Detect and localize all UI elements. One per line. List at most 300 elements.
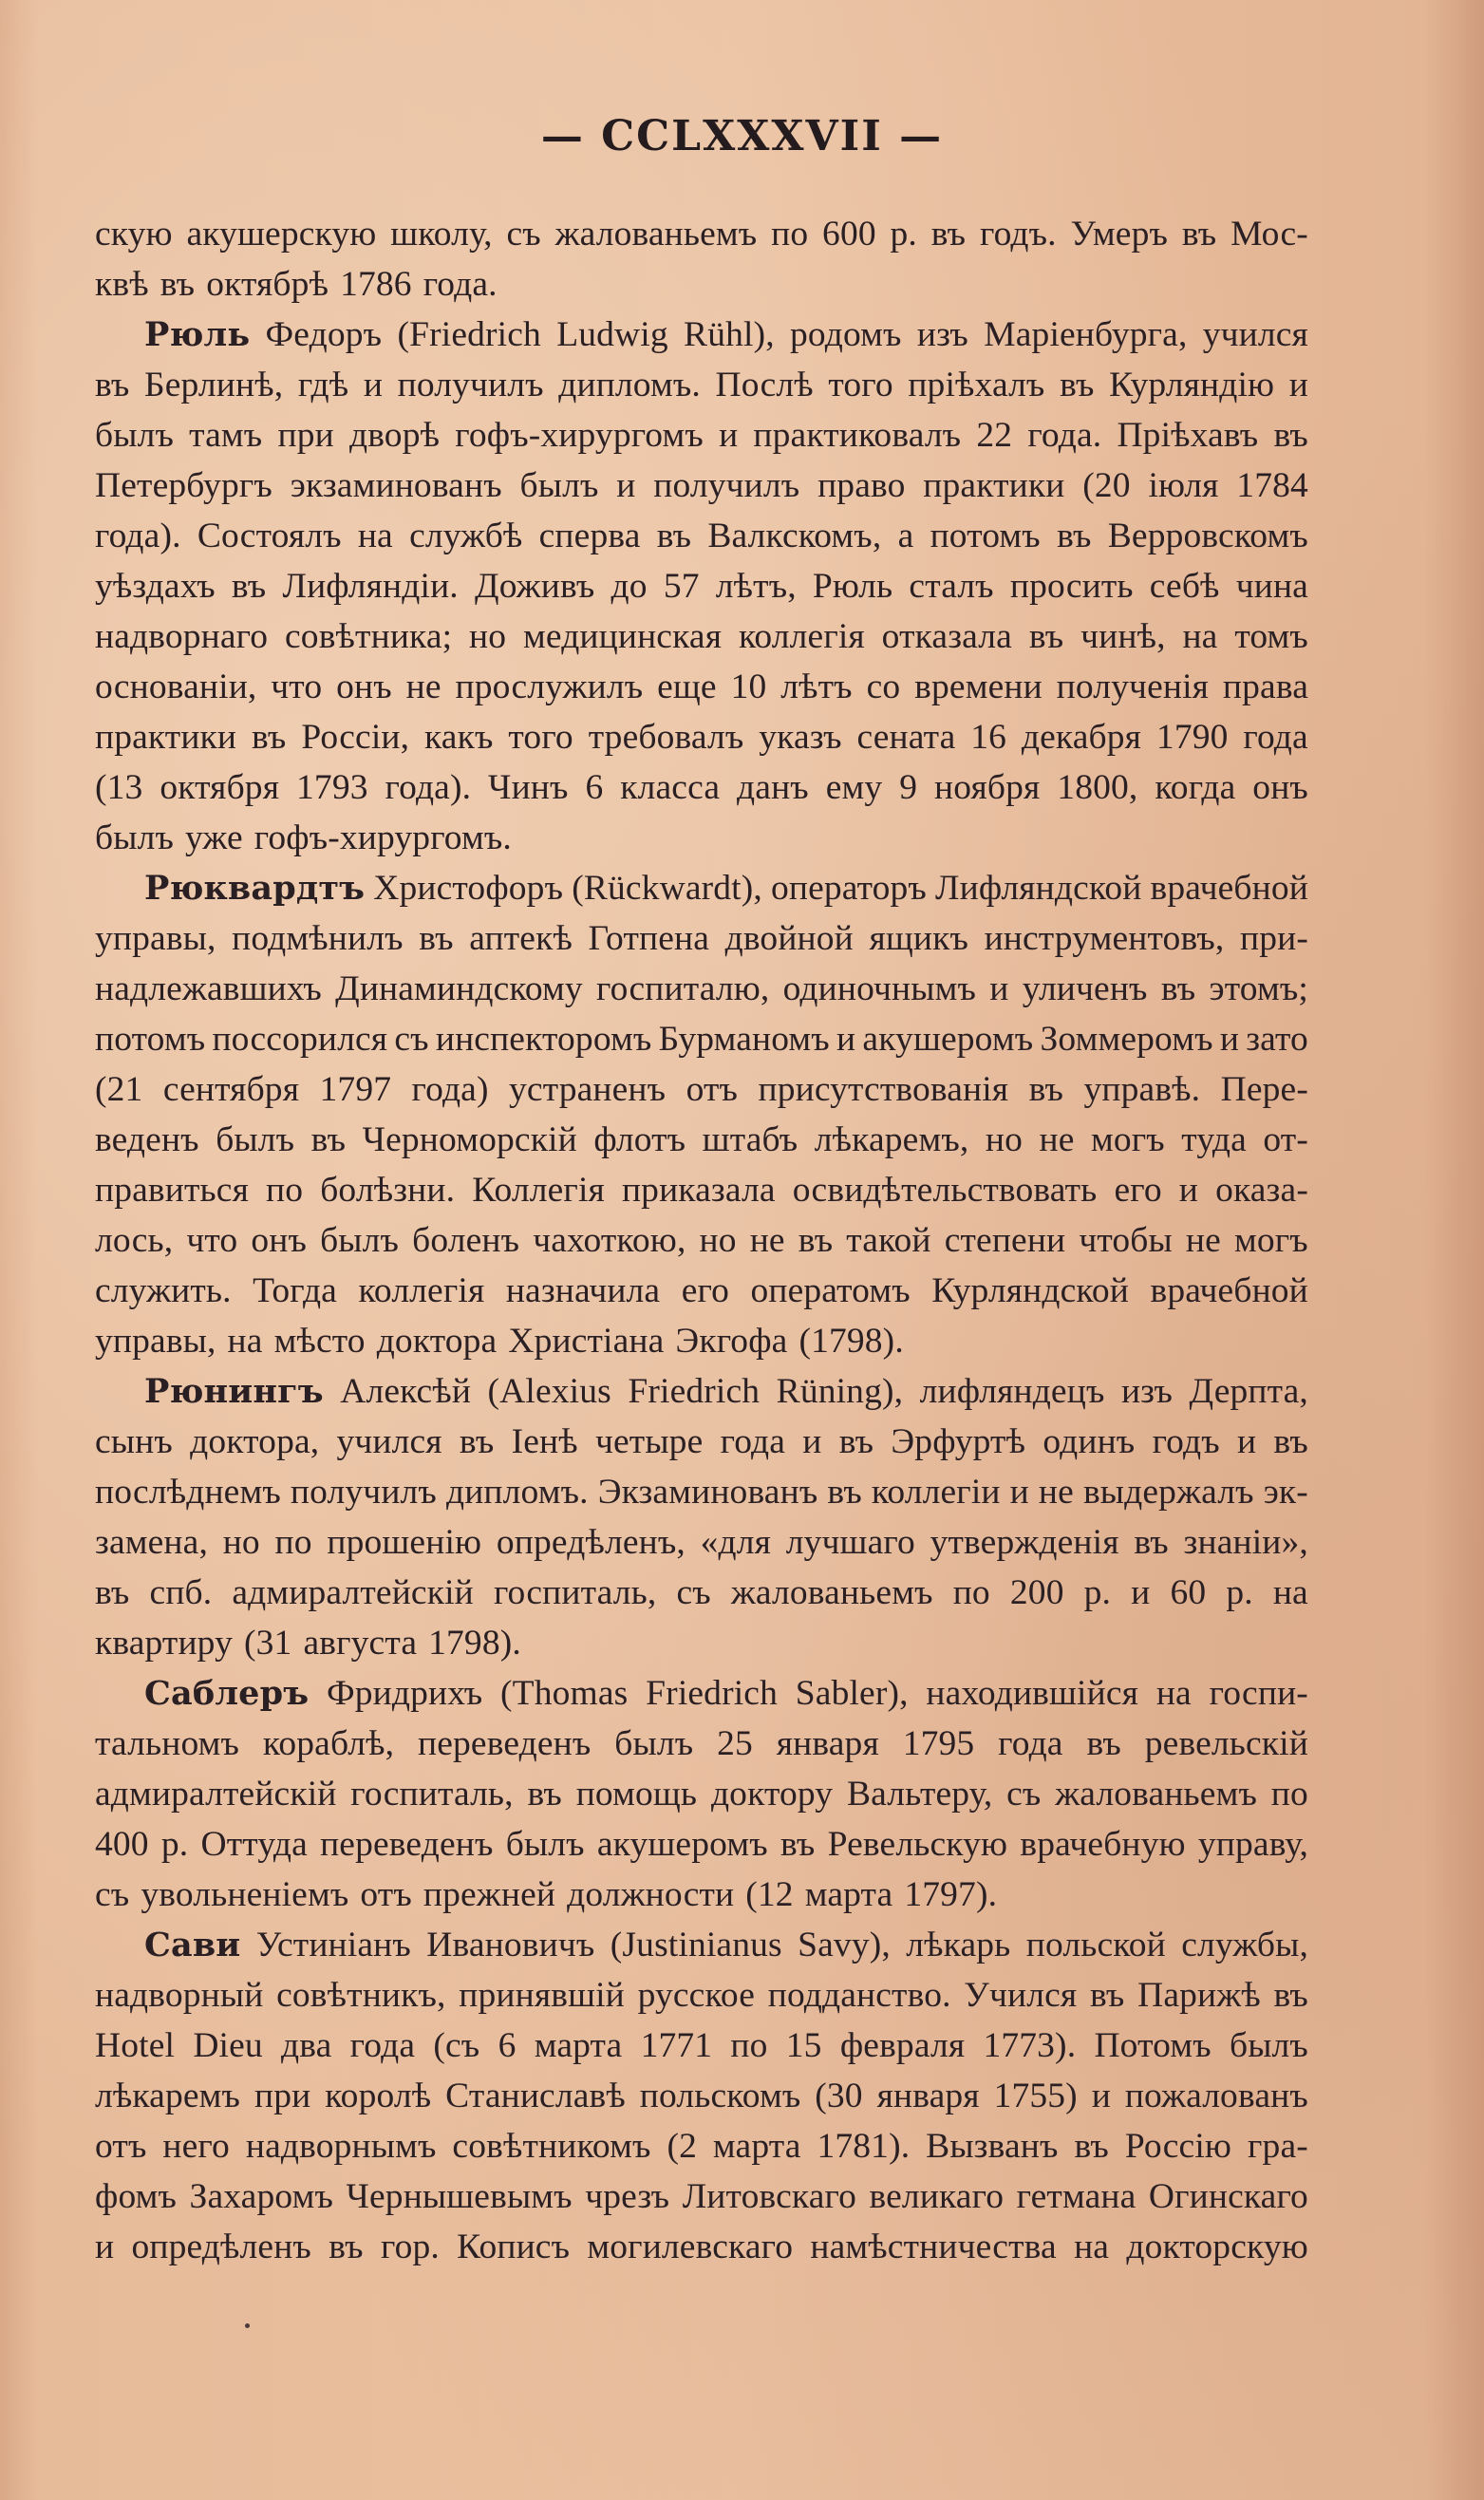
word: не: [1185, 1221, 1221, 1260]
word: службы,: [1181, 1926, 1308, 1964]
word: правиться: [95, 1171, 249, 1210]
word: и: [989, 969, 1009, 1008]
word: коллегіи: [871, 1473, 1001, 1512]
word: 1790: [1155, 718, 1229, 757]
word: Послѣ: [715, 366, 814, 404]
word: (12: [745, 1875, 794, 1914]
text-line: [95, 964, 1308, 1014]
word: (Justinianus: [610, 1926, 782, 1964]
word: Вальтеру,: [846, 1775, 993, 1814]
word: (Thomas: [500, 1674, 629, 1713]
word: въ: [1028, 1070, 1064, 1109]
word: въ: [1074, 2127, 1109, 2166]
text-line: [95, 1668, 1308, 1719]
word: въ: [231, 567, 267, 606]
word: (2: [667, 2127, 697, 2166]
word: ревельскій: [1144, 1724, 1308, 1763]
word: подмѣнилъ: [232, 919, 404, 958]
word: съ: [95, 1875, 130, 1914]
word: чинѣ,: [1080, 617, 1166, 656]
word: 1786: [340, 265, 412, 304]
word: Потомъ: [1094, 2026, 1212, 2065]
word: въ: [798, 1221, 834, 1260]
word: былъ: [519, 466, 599, 505]
word: въ: [656, 517, 692, 555]
word: королѣ: [325, 2077, 432, 2115]
text-line: [95, 813, 1308, 863]
text-line: [95, 410, 1308, 461]
word: въ: [1057, 517, 1092, 555]
word: въ: [95, 1573, 130, 1612]
word: Пере-: [1220, 1070, 1308, 1109]
word: года.: [1027, 416, 1102, 455]
word: въ: [95, 366, 130, 404]
word: въ: [1273, 1976, 1308, 2015]
word: дипломъ.: [558, 366, 701, 404]
word: того: [508, 718, 573, 757]
word: Россію: [1124, 2127, 1232, 2166]
word: Курляндской: [931, 1271, 1129, 1310]
word: просить: [1009, 567, 1134, 606]
word: одиночнымъ: [782, 969, 977, 1008]
word: Вызванъ: [926, 2127, 1059, 2166]
word: госпиталь,: [350, 1775, 514, 1814]
word: (съ: [433, 2026, 480, 2065]
word: и: [1288, 366, 1308, 404]
word: доктора,: [190, 1422, 320, 1461]
text-line: [95, 762, 1308, 813]
word: Friedrich: [628, 1372, 761, 1411]
word: себѣ: [1149, 567, 1220, 606]
word: въ: [1273, 416, 1308, 455]
word: и: [363, 366, 384, 404]
word: (Rückwardt),: [572, 869, 762, 908]
word: чахоткою,: [533, 1221, 686, 1260]
word: былъ: [216, 1120, 295, 1159]
word: учился: [336, 1422, 442, 1461]
word: уличенъ: [1022, 969, 1148, 1008]
page-number-header: — CCLXXXVII —: [540, 112, 944, 160]
word: лѣкаремъ: [95, 2077, 241, 2115]
word: отъ: [686, 1070, 739, 1109]
text-line: [95, 1920, 1308, 1970]
word: лось,: [95, 1221, 174, 1260]
text-line: [95, 662, 1308, 712]
word: не: [405, 667, 441, 706]
word: по: [1270, 1775, 1308, 1814]
word: практики: [923, 466, 1065, 505]
word: Зоммеромъ: [1040, 1020, 1213, 1059]
word: спб.: [149, 1573, 213, 1612]
text-line: [95, 1870, 1308, 1920]
word: адмиралтейскій: [95, 1775, 337, 1814]
text-line: [95, 310, 1308, 360]
text-line: [95, 2071, 1308, 2121]
word: госпи-: [1209, 1674, 1308, 1713]
text-line: [95, 1517, 1308, 1568]
word: управу,: [1197, 1825, 1308, 1864]
word: Парижѣ: [1137, 1976, 1261, 2015]
word: Петербургъ: [95, 466, 272, 505]
word: госпиталю,: [596, 969, 770, 1008]
word: прослужилъ: [455, 667, 644, 706]
word: тамъ: [189, 416, 263, 455]
word: отъ: [95, 2127, 147, 2166]
word: врачебную: [1020, 1825, 1186, 1864]
word: октябрѣ: [206, 265, 329, 304]
word: операторъ: [770, 869, 927, 908]
word: онъ: [336, 667, 392, 706]
word: гофъ-хирургомъ: [455, 416, 704, 455]
word: Rühl),: [684, 315, 775, 354]
word: и: [95, 2227, 115, 2266]
word: (31: [244, 1624, 292, 1663]
word: когда: [1155, 768, 1236, 807]
text-line: [95, 1064, 1308, 1115]
word: Состоялъ: [197, 517, 342, 555]
word: въ: [1160, 969, 1196, 1008]
word: медицинская: [523, 617, 723, 656]
word: съ: [676, 1573, 711, 1612]
word: кораблѣ,: [262, 1724, 395, 1763]
word: на: [1272, 1573, 1308, 1612]
word: находившійся: [926, 1674, 1139, 1713]
word: Чинъ: [488, 768, 569, 807]
word: степени: [944, 1221, 1066, 1260]
word: адмиралтейскій: [232, 1573, 474, 1612]
word: могъ: [1090, 1120, 1165, 1159]
word: класса: [620, 768, 721, 807]
word: (30: [815, 2077, 863, 2115]
word: времени: [914, 667, 1043, 706]
word: Захаромъ: [189, 2177, 333, 2216]
word: ящикъ: [869, 919, 969, 958]
word: 600: [822, 215, 876, 254]
word: Rüning),: [776, 1372, 904, 1411]
word: какъ: [424, 718, 494, 757]
word: 1797).: [904, 1875, 998, 1914]
text-line: [95, 2222, 1308, 2272]
word: былъ: [320, 1221, 400, 1260]
word: въ: [459, 1422, 495, 1461]
word: гдѣ: [297, 366, 349, 404]
word: 1781).: [817, 2127, 911, 2166]
word: великаго: [869, 2177, 1005, 2216]
word: Hotel: [95, 2026, 176, 2065]
word: подданство.: [767, 1976, 951, 2015]
word: лѣтъ: [780, 667, 853, 706]
text-line: [95, 1014, 1308, 1064]
word: отказала: [881, 617, 1012, 656]
text-line: [95, 863, 1308, 913]
word: въ: [780, 1825, 816, 1864]
word: но: [699, 1221, 737, 1260]
word: доктору: [710, 1775, 834, 1814]
text-line: [95, 1417, 1308, 1467]
word: Тогда: [253, 1271, 337, 1310]
word: Христофоръ: [373, 869, 564, 908]
word: потомъ: [95, 1020, 206, 1059]
word: врачебной: [1150, 869, 1308, 908]
word: со: [866, 667, 901, 706]
word: (Friedrich: [397, 315, 541, 354]
word: 1773).: [983, 2026, 1077, 2065]
word: два: [281, 2026, 332, 2065]
word: октября: [160, 768, 280, 807]
word: Savy),: [798, 1926, 891, 1964]
text-line: [95, 461, 1308, 511]
word: былъ: [95, 818, 174, 857]
word: при-: [1240, 919, 1308, 958]
word: лѣтъ,: [715, 567, 797, 606]
word: не: [1039, 1120, 1075, 1159]
word: веденъ: [95, 1120, 199, 1159]
text-line: [95, 1618, 1308, 1668]
word: его: [681, 1271, 729, 1310]
word: инструментовъ,: [984, 919, 1225, 958]
word: не: [1038, 1473, 1074, 1512]
text-line: [95, 511, 1308, 561]
word: 400: [95, 1825, 149, 1864]
word: службѣ: [409, 517, 523, 555]
word: годъ.: [980, 215, 1057, 254]
text-line: [95, 561, 1308, 611]
word: р.: [1226, 1573, 1253, 1612]
word: Огинскаго: [1148, 2177, 1308, 2216]
word: года: [1243, 718, 1308, 757]
word: уѣздахъ: [95, 567, 216, 606]
word: при: [254, 2077, 311, 2115]
word: годъ: [1152, 1422, 1220, 1461]
word: чтобы: [1079, 1221, 1173, 1260]
word: знаніи»,: [1183, 1523, 1308, 1562]
word: въ: [527, 1775, 562, 1814]
word: устраненъ: [509, 1070, 667, 1109]
word: пожалованъ: [1124, 2077, 1308, 2115]
word: аптекѣ: [469, 919, 573, 958]
word: августа: [303, 1624, 418, 1663]
word: 1784: [1236, 466, 1308, 505]
word: (Alexius: [487, 1372, 611, 1411]
word: оператомъ: [750, 1271, 911, 1310]
word: назначила: [505, 1271, 661, 1310]
word: Рюль: [812, 567, 893, 606]
word: коллегія: [358, 1271, 485, 1310]
word: прошенію: [327, 1523, 482, 1562]
word: фомъ: [95, 2177, 178, 2216]
word: и: [1178, 1171, 1199, 1210]
text-line: [95, 1115, 1308, 1165]
word: на: [357, 517, 393, 555]
word: въ: [160, 265, 196, 304]
word: марта: [712, 2127, 801, 2166]
text-line: [95, 1316, 1308, 1366]
word: Эрфуртѣ: [891, 1422, 1026, 1461]
word: Маріенбурга,: [984, 315, 1188, 354]
word: въ: [1028, 617, 1064, 656]
word: Sabler),: [795, 1674, 909, 1713]
word: пріѣхалъ: [908, 366, 1045, 404]
word: должности: [567, 1875, 735, 1914]
text-line: [95, 1215, 1308, 1266]
word: Устиніанъ: [255, 1926, 411, 1964]
word: 22: [976, 416, 1013, 455]
word: полученія: [1056, 667, 1210, 706]
word: еще: [657, 667, 717, 706]
word: управы,: [95, 919, 216, 958]
word: при: [277, 416, 334, 455]
text-line: [95, 712, 1308, 762]
word: Бурманомъ: [658, 1020, 830, 1059]
word: былъ: [614, 1724, 694, 1763]
word: р.: [1083, 1573, 1112, 1612]
word: одинъ: [1043, 1422, 1136, 1461]
text-line: [95, 1165, 1308, 1215]
text-line: [95, 2171, 1308, 2222]
word: Ивановичъ: [426, 1926, 595, 1964]
word: штабъ: [702, 1120, 798, 1159]
word: сталъ: [909, 567, 994, 606]
word: болѣзни.: [320, 1171, 456, 1210]
word: но: [985, 1120, 1024, 1159]
word: и: [1009, 1473, 1029, 1512]
word: Ревельскую: [827, 1825, 1008, 1864]
word: служить.: [95, 1271, 232, 1310]
word: по: [730, 2026, 768, 2065]
word: практики: [95, 718, 237, 757]
word: былъ: [505, 1825, 585, 1864]
word: но: [469, 617, 507, 656]
word: 6: [585, 768, 604, 807]
word: этомъ;: [1209, 969, 1308, 1008]
text-line: [95, 1719, 1308, 1769]
word: мѣсто: [273, 1322, 366, 1361]
word: 1771: [640, 2026, 713, 2065]
word: получилъ: [397, 366, 544, 404]
word: марта: [804, 1875, 893, 1914]
word: и: [836, 1020, 856, 1059]
word: въ: [310, 1120, 347, 1159]
word: въ: [1273, 1422, 1308, 1461]
word: и: [1091, 2077, 1111, 2115]
word: 9: [899, 768, 918, 807]
word: послѣднемъ: [95, 1473, 281, 1512]
word: могилевскаго: [587, 2227, 794, 2266]
word: отъ: [360, 1875, 412, 1914]
word: врачебной: [1150, 1271, 1308, 1310]
word: Динаминдскому: [335, 969, 583, 1008]
word: Учился: [964, 1976, 1078, 2015]
word: право: [817, 466, 906, 505]
entry-surname: Саблеръ: [144, 1674, 310, 1713]
word: на: [1155, 1674, 1192, 1713]
word: года).: [385, 768, 472, 807]
word: «для: [700, 1523, 772, 1562]
word: Чернышевымъ: [346, 2177, 573, 2216]
word: совѣтникъ,: [276, 1976, 446, 2015]
word: былъ: [1229, 2026, 1308, 2065]
word: госпиталь,: [493, 1573, 657, 1612]
word: совѣтникомъ: [452, 2127, 651, 2166]
entry-surname: Рюль: [144, 315, 251, 354]
word: въ: [1089, 1976, 1125, 2015]
word: приказала: [621, 1171, 776, 1210]
text-line: [95, 1467, 1308, 1517]
word: по: [952, 1573, 990, 1612]
word: выдержалъ: [1082, 1473, 1254, 1512]
word: 60: [1170, 1573, 1207, 1612]
word: въ: [1181, 215, 1217, 254]
word: квартиру: [95, 1624, 233, 1663]
text-line: [95, 1769, 1308, 1819]
word: докторскую: [1126, 2227, 1308, 2266]
text-line: [95, 1366, 1308, 1417]
word: оказа-: [1215, 1171, 1308, 1210]
word: требовалъ: [588, 718, 744, 757]
word: и: [802, 1422, 822, 1461]
word: января: [776, 1724, 879, 1763]
word: на: [1074, 2227, 1110, 2266]
word: 1795: [902, 1724, 975, 1763]
word: переведенъ: [320, 1825, 494, 1864]
word: сынъ: [95, 1422, 173, 1461]
word: съ: [506, 215, 541, 254]
word: получилъ: [653, 466, 800, 505]
word: утвержденія: [930, 1523, 1119, 1562]
word: могъ: [1233, 1221, 1308, 1260]
word: русское: [637, 1976, 756, 2015]
word: надворнымъ: [245, 2127, 437, 2166]
word: Доживъ: [474, 567, 595, 606]
word: Берлинѣ,: [144, 366, 284, 404]
word: по: [274, 1523, 312, 1562]
word: Пріѣхавъ: [1117, 416, 1259, 455]
word: Умеръ: [1070, 215, 1169, 254]
word: года: [349, 2026, 416, 2065]
word: 1800,: [1057, 768, 1138, 807]
word: года: [720, 1422, 786, 1461]
word: надлежавшихъ: [95, 969, 322, 1008]
word: туда: [1181, 1120, 1247, 1159]
word: Ludwig: [556, 315, 668, 354]
word: четыре: [595, 1422, 704, 1461]
word: декабря: [1021, 718, 1142, 757]
word: и: [616, 466, 636, 505]
word: Экгофа: [675, 1322, 788, 1361]
word: надворнаго: [95, 617, 269, 656]
word: 1755): [993, 2077, 1078, 2115]
word: не: [749, 1221, 785, 1260]
word: изъ: [1120, 1372, 1174, 1411]
word: Кописъ: [457, 2227, 571, 2266]
word: чрезъ: [585, 2177, 670, 2216]
text-line: [95, 611, 1308, 662]
word: ему: [825, 768, 883, 807]
word: былъ: [95, 416, 174, 455]
entry-surname: Рюквардтъ: [144, 869, 366, 908]
word: и: [719, 416, 739, 455]
word: доктора: [376, 1322, 498, 1361]
text-line: [95, 360, 1308, 410]
word: принявшій: [459, 1976, 625, 2015]
text-line: [95, 1819, 1308, 1870]
word: 1797: [319, 1070, 392, 1109]
word: опредѣленъ,: [496, 1523, 686, 1562]
word: от-: [1263, 1120, 1308, 1159]
word: 200: [1009, 1573, 1064, 1612]
word: скую: [95, 215, 173, 254]
word: управы,: [95, 1322, 216, 1361]
